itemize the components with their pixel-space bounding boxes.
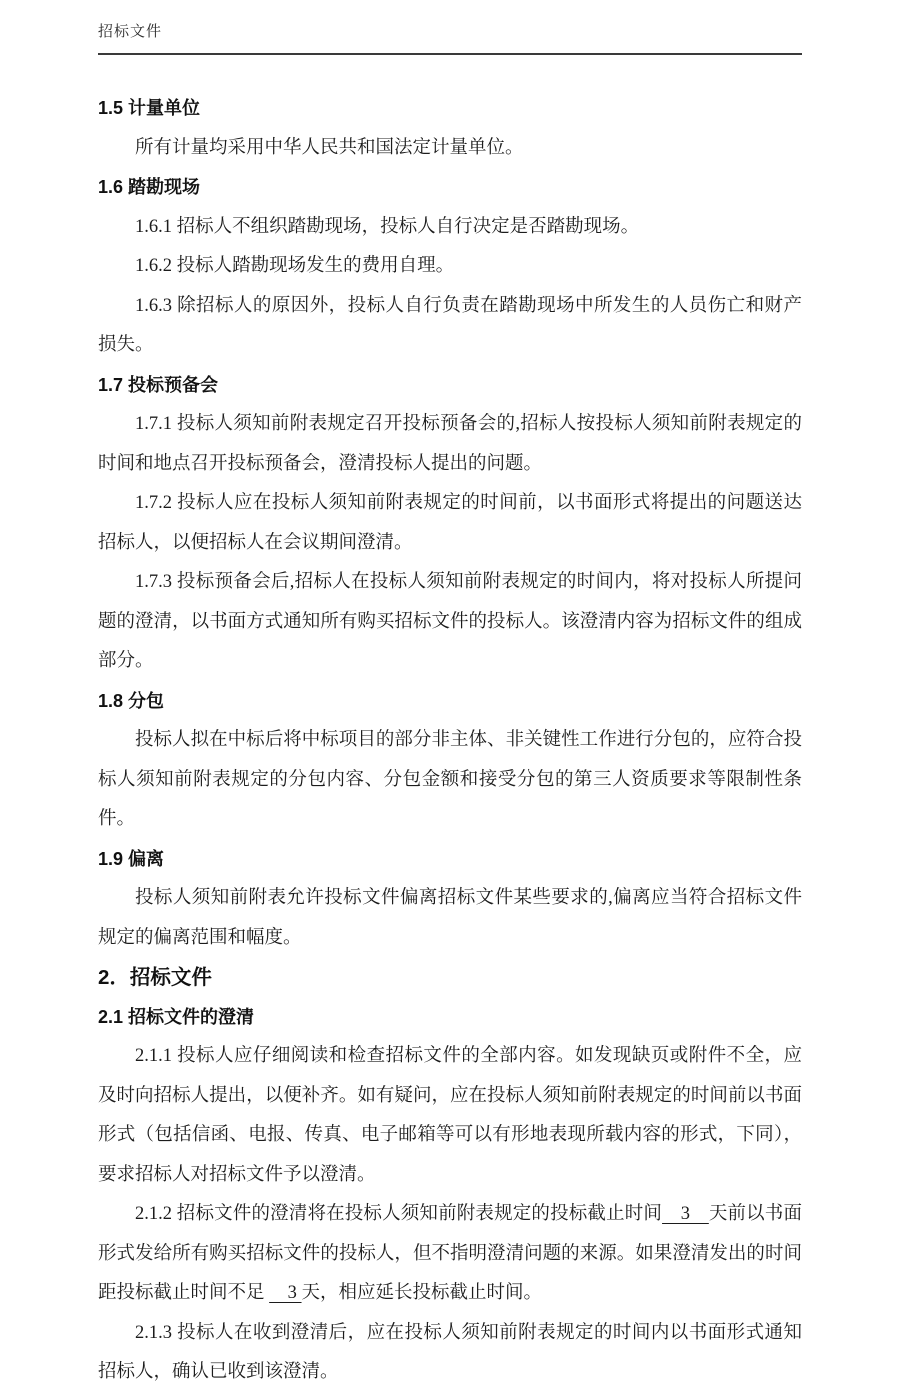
fill-in-value: 3 [269,1283,302,1303]
section-heading-1-5: 1.5 计量单位 [98,98,201,118]
paragraph-1-6-1: 1.6.1 招标人不组织踏勘现场，投标人自行决定是否踏勘现场。 [135,216,640,237]
page-header-title: 招标文件 [98,24,163,40]
paragraph-2-1-1: 2.1.1 投标人应仔细阅读和检查招标文件的全部内容。如发现缺页或附件不全，应及时向招标人提出，以便补齐。如有疑问，应在投标人须知前附表规定的时间前以书面形式（包括信函、电报、传真、电子邮箱等可以有形地表现所载内容的形式，下同），要求招标人对招标文件予以澄清。 [98,1046,802,1185]
paragraph-2-1-2 [98,1195,802,1314]
text-segment: 2.1.2 招标文件的澄清将在投标人须知前附表规定的投标截止时间 [135,1204,663,1224]
section-heading-1-6: 1.6 踏勘现场 [98,177,201,197]
section-heading-1-7: 1.7 投标预备会 [98,374,219,395]
page-header [98,0,802,42]
paragraph-1-6-2: 1.6.2 投标人踏勘现场发生的费用自理。 [135,256,455,276]
text-segment: 天前以书面形式发给所有购买招标文件的投标人，但不指明澄清问题的来源。如果澄清发出的时间距投标截止时间不足 [98,1204,802,1303]
text-segment: 天，相应延长投标截止时间。 [301,1283,543,1303]
section-heading-2-1: 2.1 招标文件的澄清 [98,1006,255,1027]
paragraph-1-6-3: 1.6.3 除招标人的原因外，投标人自行负责在踏勘现场中所发生的人员伤亡和财产损失。 [98,295,802,355]
chapter-heading-2: 2．招标文件 [98,966,212,989]
paragraph-1-9: 投标人须知前附表允许投标文件偏离招标文件某些要求的,偏离应当符合招标文件规定的偏离范围和幅度。 [98,888,802,948]
document-body [98,63,802,1393]
paragraph-1-5: 所有计量均采用中华人民共和国法定计量单位。 [135,137,524,158]
header-divider [98,53,802,55]
paragraph-2-1-3: 2.1.3 投标人在收到澄清后，应在投标人须知前附表规定的时间内以书面形式通知招标人，确认已收到该澄清。 [98,1322,802,1382]
fill-in-value: 3 [662,1204,709,1224]
paragraph-1-7-2: 1.7.2 投标人应在投标人须知前附表规定的时间前，以书面形式将提出的问题送达招标人，以便招标人在会议期间澄清。 [98,493,802,553]
section-heading-1-9: 1.9 偏离 [98,848,165,869]
paragraph-1-7-1: 1.7.1 投标人须知前附表规定召开投标预备会的,招标人按投标人须知前附表规定的时间和地点召开投标预备会，澄清投标人提出的问题。 [98,414,802,474]
section-heading-1-8: 1.8 分包 [98,690,165,711]
paragraph-1-7-3: 1.7.3 投标预备会后,招标人在投标人须知前附表规定的时间内，将对投标人所提问题的澄清，以书面方式通知所有购买招标文件的投标人。该澄清内容为招标文件的组成部分。 [98,572,802,671]
paragraph-1-8: 投标人拟在中标后将中标项目的部分非主体、非关键性工作进行分包的，应符合投标人须知前附表规定的分包内容、分包金额和接受分包的第三人资质要求等限制性条件。 [98,730,802,829]
